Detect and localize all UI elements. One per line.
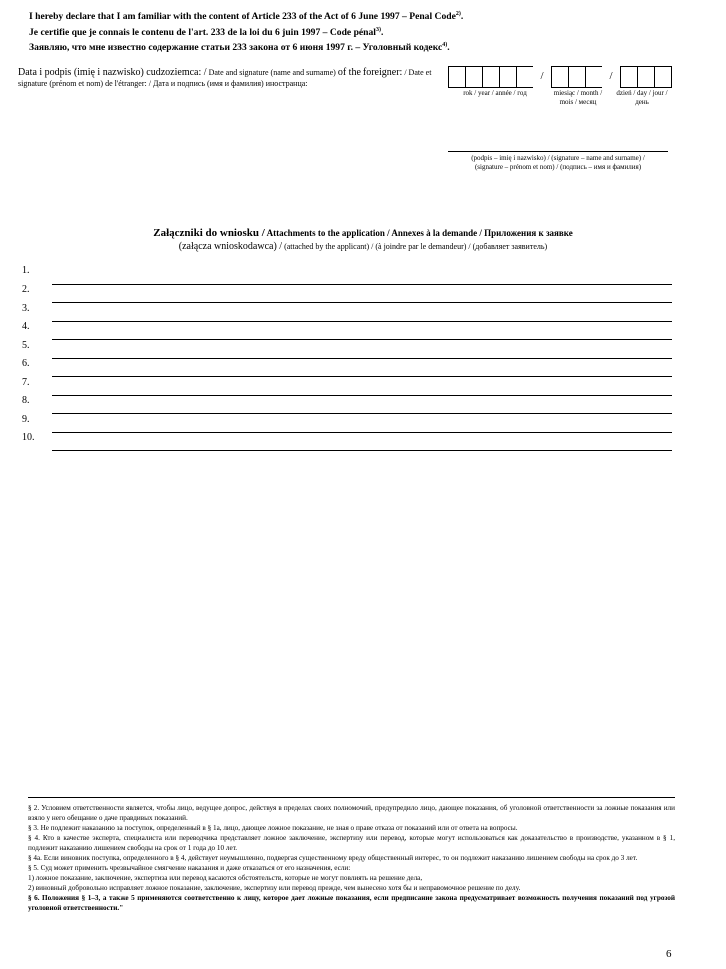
day-digit-box[interactable] <box>654 66 672 88</box>
day-digit-box[interactable] <box>620 66 637 88</box>
footnote-rule <box>28 797 675 798</box>
year-digit-box[interactable] <box>482 66 499 88</box>
attachment-line[interactable] <box>52 395 672 396</box>
day-digit-box[interactable] <box>637 66 654 88</box>
attachments-subtitle: (załącza wnioskodawca) / (attached by the applicant) / (à joindre par le demandeur) / (добавляет заявитель) <box>178 241 548 252</box>
attachment-line[interactable] <box>52 432 672 433</box>
attachment-number: 8. <box>22 395 30 406</box>
year-label: rok / year / année / год <box>463 89 527 97</box>
month-digit-box[interactable] <box>568 66 585 88</box>
attachment-line[interactable] <box>52 339 672 340</box>
year-digit-box[interactable] <box>448 66 465 88</box>
signature-line[interactable] <box>448 151 668 152</box>
year-digit-box[interactable] <box>516 66 533 88</box>
attachment-line[interactable] <box>52 321 672 322</box>
attachments-title: Załączniki do wniosku / Attachments to the application / Annexes à la demande / Приложения к заявке <box>153 227 573 239</box>
attachment-number: 5. <box>22 340 30 351</box>
day-label: dzień / day / jour / день <box>616 89 668 106</box>
attachment-number: 6. <box>22 358 30 369</box>
year-digit-box[interactable] <box>499 66 516 88</box>
date-separator: / <box>609 70 613 82</box>
attachment-line[interactable] <box>52 376 672 377</box>
attachment-line[interactable] <box>52 413 672 414</box>
attachment-line[interactable] <box>52 450 672 451</box>
month-digit-box[interactable] <box>551 66 568 88</box>
attachment-number: 4. <box>22 321 30 332</box>
declaration-ru: Заявляю, что мне известно содержание статьи 233 закона от 6 июня 1997 г. – Уголовный кодекс$^{4)}$. <box>29 42 450 54</box>
date-input-boxes[interactable] <box>448 66 672 88</box>
attachment-number: 9. <box>22 414 30 425</box>
month-digit-box[interactable] <box>585 66 602 88</box>
month-label: miesiąc / month / mois / месяц <box>553 89 603 106</box>
attachment-number: 1. <box>22 265 30 276</box>
year-digit-box[interactable] <box>465 66 482 88</box>
footnote-text: § 2. Условием ответственности является, чтобы лицо, ведущее допрос, действуя в пределах своих полномочий, предупредило лицо, дающее показания, об уголовной ответственности за ложные показания или взяло у него обещание о даче правдивых показаний. § 3. Не подлежит наказанию за поступок, определенный в § 1a, лицо, дающее ложное показание, не зная о праве отказа от показаний или от ответа на вопросы. § 4. Кто в качестве эксперта, специалиста или переводчика представляет ложное заключение, экспертизу или перевод, которые могут использоваться как доказательство в производстве, указанном в § 1, подлежит наказанию лишением свободы на срок от 1 года до 10 лет. § 4a. Если виновник поступка, определенного в § 4, действует неумышленно, подвергая существенному вреду общественный интерес, то он подлежит наказанию лишением свободы на срок до 3 лет. § 5. Суд может применить чрезвычайное смягчение наказания и даже отказаться от его назначения, если: 1) ложное показание, заключение, экспертиза или перевод касаются обстоятельств, которые не могут повлиять на решение дела, 2) виновный добровольно исправляет ложное показание, заключение, экспертизу или перевод прежде, чем вынесено хотя бы и неправомочное решение по делу. § 6. Положения § 1–3, а также 5 применяются соответственно к лицу, которое дает ложные показания, если предписание закона предусматривает возможность получения показаний под угрозой уголовной ответственности." <box>28 804 675 912</box>
declaration <box>29 8 689 55</box>
date-separator: / <box>540 70 544 82</box>
attachment-line[interactable] <box>52 284 672 285</box>
date-signature-label: Data i podpis (imię i nazwisko) cudzoziemca: / Date and signature (name and surname) of the foreigner: / Date et signature (prénom et nom) de l'étranger: / Дата и подпись (имя и фамилия) иностранца: <box>18 67 432 88</box>
signature-caption: (podpis – imię i nazwisko) / (signature – name and surname) / (signature – prénom et nom) / (подпись – имя и фамилия) <box>471 154 645 171</box>
page-number: 6 <box>666 948 672 960</box>
attachment-number: 3. <box>22 303 30 314</box>
declaration-fr: Je certifie que je connais le contenu de l'art. 233 de la loi du 6 juin 1997 – Code pénal$^{3)}$. <box>29 26 384 38</box>
attachment-line[interactable] <box>52 302 672 303</box>
attachment-line[interactable] <box>52 358 672 359</box>
attachment-number: 7. <box>22 377 30 388</box>
attachment-number: 10. <box>22 432 35 443</box>
declaration-en: I hereby declare that I am familiar with the content of Article 233 of the Act of 6 June 1997 – Penal Code$^{2)}$. <box>29 11 464 23</box>
attachment-number: 2. <box>22 284 30 295</box>
